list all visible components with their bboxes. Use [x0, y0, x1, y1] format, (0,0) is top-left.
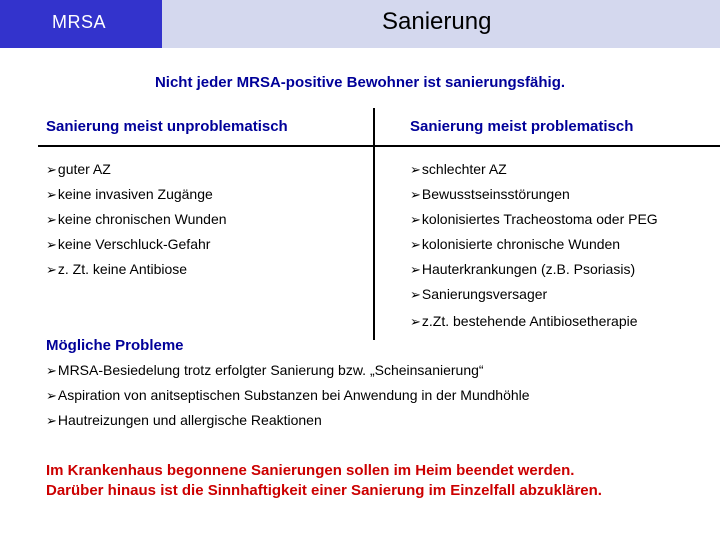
list-item: ➢keine Verschluck-Gefahr — [46, 236, 211, 253]
list-item: ➢Sanierungsversager — [410, 286, 548, 303]
arrow-bullet-icon: ➢ — [46, 263, 57, 278]
list-item: ➢guter AZ — [46, 161, 111, 178]
list-item: ➢keine invasiven Zugänge — [46, 186, 213, 203]
list-item: ➢z. Zt. keine Antibiose — [46, 261, 188, 278]
arrow-bullet-icon: ➢ — [46, 389, 57, 404]
header-tag — [0, 0, 162, 48]
closing-line-2: Darüber hinaus ist die Sinnhaftigkeit einer Sanierung im Einzelfall abzuklären. — [46, 482, 602, 499]
left-column-heading: Sanierung meist unproblematisch — [46, 118, 288, 135]
closing-statement — [46, 461, 602, 501]
right-column-heading: Sanierung meist problematisch — [410, 118, 634, 135]
arrow-bullet-icon: ➢ — [46, 364, 57, 379]
header-divider — [38, 145, 720, 147]
arrow-bullet-icon: ➢ — [410, 163, 421, 178]
list-item: ➢Bewusstseinsstörungen — [410, 186, 570, 203]
slide-title: Sanierung — [382, 8, 492, 35]
arrow-bullet-icon: ➢ — [410, 288, 421, 303]
column-divider — [373, 108, 375, 340]
header-tag-label: MRSA — [52, 12, 107, 32]
arrow-bullet-icon: ➢ — [46, 163, 57, 178]
arrow-bullet-icon: ➢ — [410, 213, 421, 228]
list-item: ➢schlechter AZ — [410, 161, 507, 178]
arrow-bullet-icon: ➢ — [410, 315, 421, 330]
list-item: ➢Hauterkrankungen (z.B. Psoriasis) — [410, 261, 636, 278]
header-bar — [162, 0, 720, 48]
arrow-bullet-icon: ➢ — [410, 263, 421, 278]
list-item: ➢MRSA-Besiedelung trotz erfolgter Sanierung bzw. „Scheinsanierung“ — [46, 362, 484, 379]
list-item: ➢kolonisiertes Tracheostoma oder PEG — [410, 211, 658, 228]
list-item: ➢Hautreizungen und allergische Reaktionen — [46, 412, 322, 429]
arrow-bullet-icon: ➢ — [46, 213, 57, 228]
list-item: ➢kolonisierte chronische Wunden — [410, 236, 621, 253]
problems-heading: Mögliche Probleme — [46, 337, 184, 354]
list-item: ➢keine chronischen Wunden — [46, 211, 227, 228]
list-item: ➢Aspiration von anitseptischen Substanzen bei Anwendung in der Mundhöhle — [46, 387, 530, 404]
arrow-bullet-icon: ➢ — [46, 238, 57, 253]
list-item: ➢z.Zt. bestehende Antibiosetherapie — [410, 313, 638, 330]
arrow-bullet-icon: ➢ — [46, 414, 57, 429]
arrow-bullet-icon: ➢ — [410, 188, 421, 203]
arrow-bullet-icon: ➢ — [410, 238, 421, 253]
closing-line-1: Im Krankenhaus begonnene Sanierungen sollen im Heim beendet werden. — [46, 462, 575, 479]
intro-statement: Nicht jeder MRSA-positive Bewohner ist sanierungsfähig. — [154, 74, 566, 91]
arrow-bullet-icon: ➢ — [46, 188, 57, 203]
